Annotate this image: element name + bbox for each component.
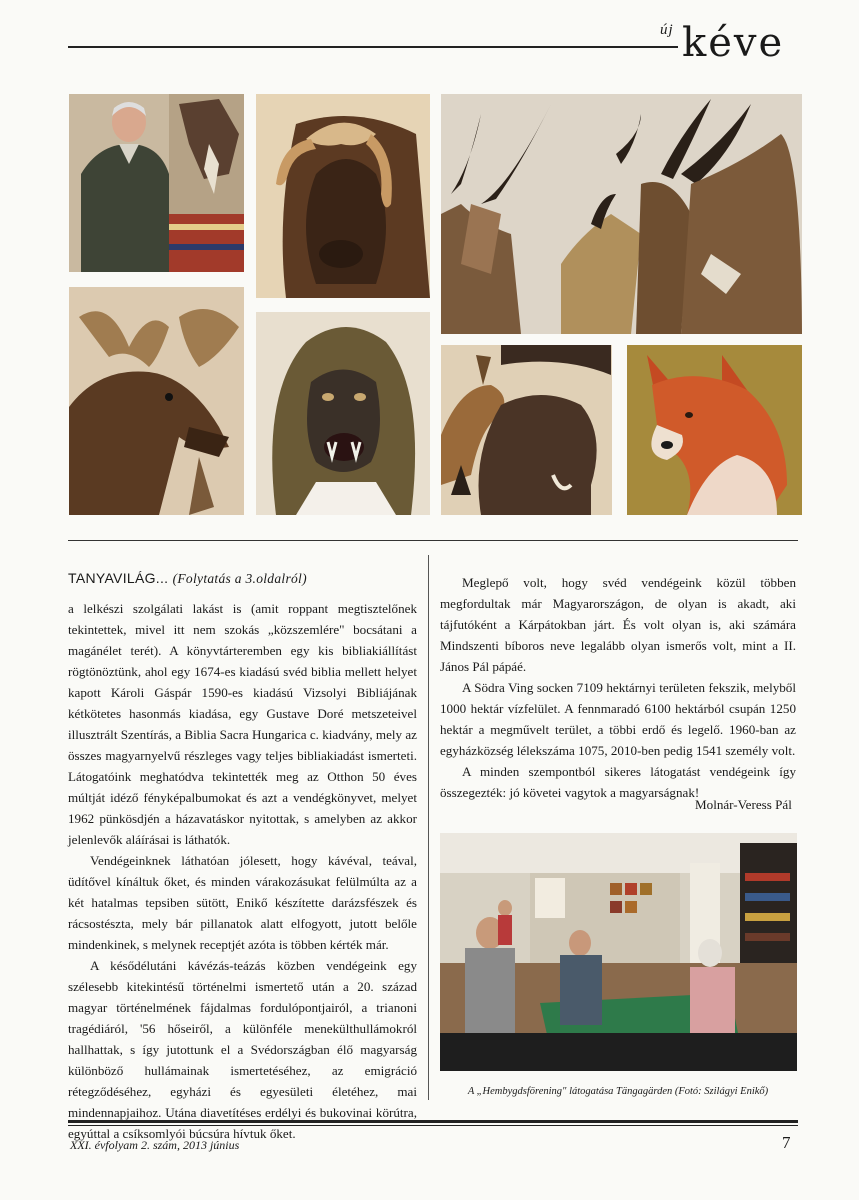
column-divider [428,555,429,1100]
issue-info: XXI. évfolyam 2. szám, 2013 június [70,1138,240,1152]
photo-antelope-heads [441,94,802,334]
article-right-column [440,572,796,803]
photo-moose [69,287,244,515]
photo-group-visit [440,833,797,1071]
paragraph: a lelkészi szolgálati lakást is (amit roppant megtisztelőnek tekintettek, mivel itt nem szokás „közszemlére" bocsátani a magánélet terét). A könyvtárteremben egy kis bibliakiállítást rögtönöztünk, ahol egy 1674-es kiadású svéd biblia mellett helyet kapott Károli Gáspár 1590-es kiadású Vizsolyi Bibliájának kétkötetes hasonmás kiadása, egy Gustave Doré metszeteivel illusztrált Szentírás, a Biblia Sacra Hungarica c. kiadvány, mely az összes magyarnyelvű részleges vagy teljes bibliakiadást ismerteti. Látogatóink meghatódva tekintették meg az Otthon 50 éves múltját idéző fényképalbumokat és azt a vendégkönyvet, melyet 1962 pünkösdjén a házavatáskor nyitottak, s amelyben az akkor jelenlevők aláírásai is láthatók. [68,601,417,847]
footer-rule-thin [68,1125,798,1126]
photo-deer-and-boar [441,345,612,515]
magazine-logo [660,16,810,66]
footer-rule [68,1120,798,1123]
photo-fox [627,345,802,515]
photo-musk-ox [256,94,430,298]
paragraph: A minden szempontból sikeres látogatást vendégeink így összegezték: jó követei vagytok a magyarságnak! [440,764,796,800]
page-number: 7 [782,1133,791,1152]
logo-small-text: új [660,22,674,38]
heading-note: (Folytatás a 3.oldalról) [172,571,307,586]
paragraph: Vendégeinknek láthatóan jólesett, hogy kávéval, teával, üdítővel kínáltuk őket, és minden várakozásukat felülmúlta az a két hatalmas tepsiben sütött, Enikő készítette darázsfészek és rácsostészta, mely bár pillanatok alatt elfogyott, jutott belőle mindenkinek, s melynek receptjét azóta is többen kérték már. [68,853,417,952]
paragraph: Meglepő volt, hogy svéd vendégeink közül többen megfordultak már Magyarországon, de olyan is akadt, aki tájfutóként a Kárpátokban járt. És volt olyan is, aki számára Mindszenti bíboros neve legalább olyan ismerős volt, mint a II. János Pál pápáé. [440,575,796,674]
paragraph: A Södra Ving socken 7109 hektárnyi területen fekszik, melyből 1000 hektár vízfelület. A fennmaradó 6100 hektárból csupán 1250 hektár a megművelt terület, a többi erdő és legelő. 1960-ban az egyházközség lélekszáma 1075, 2010-ben pedig 1541 személy volt. [440,680,796,758]
logo-main-text: kéve [682,20,785,66]
section-rule [68,540,798,541]
photo-baboon [256,312,430,515]
header-rule [68,46,678,48]
photo-caption: A „Hembygdsförening" látogatása Tängagärden (Fotó: Szilágyi Enikő) [467,1086,769,1097]
author-signature: Molnár-Veress Pál [695,797,792,812]
photo-man-with-trophies [69,94,244,272]
article-left-column [68,568,417,1144]
paragraph: A késődélutáni kávézás-teázás közben vendégeink egy szélesebb kitekintésű történelmi ismertető után a 20. század magyar történelmének fájdalmas fordulópontjairól, a trianoni tragédiáról, '56 hőseiről, a különféle menekülthullámokról hallhattak, s így jutottunk el a Svédországban élő magyarság különböző hullámainak ismertetéséhez, az emigráció rétegződéséhez, egyházi és egyesületi életéhez, mai mindennapjaihoz. Utána diavetítéses erdélyi és bukovinai körútra, egyúttal a csíksomlyói búcsúra hívtuk őket. [68,958,417,1141]
article-heading [68,568,417,589]
heading-title: TANYAVILÁG... [68,570,169,586]
